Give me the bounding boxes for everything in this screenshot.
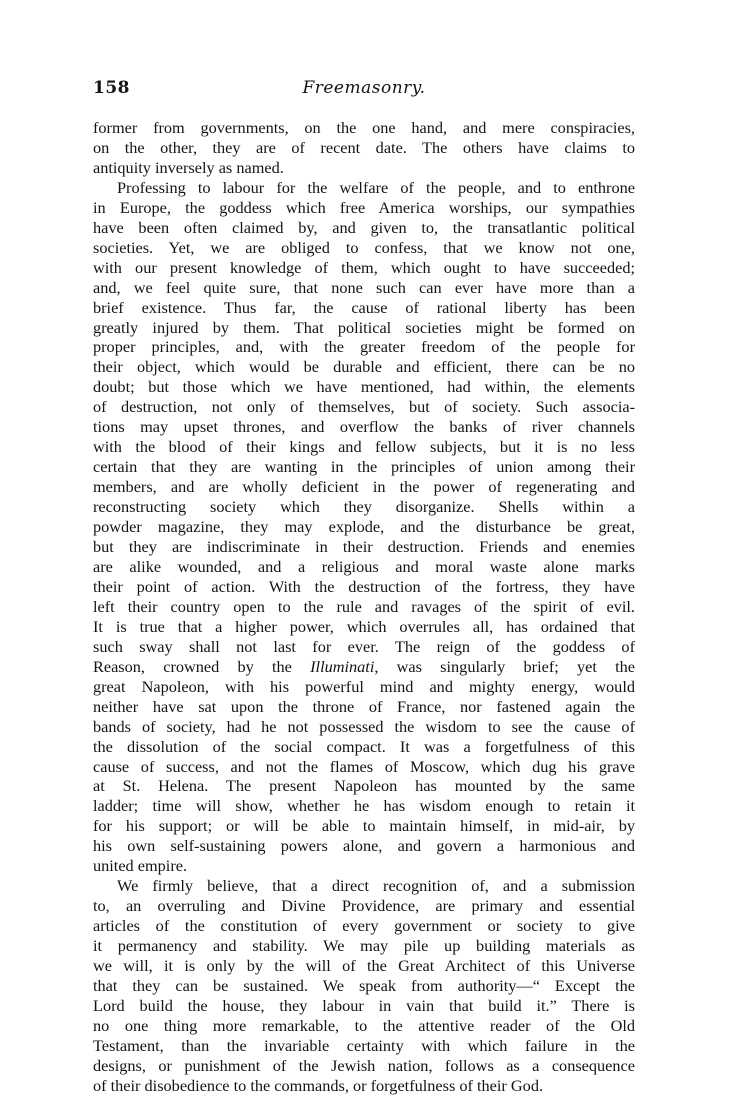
text-line: such sway shall not last for ever. The reign of the goddess of	[93, 636, 635, 656]
text-line: ladder; time will show, whether he has wisdom enough to retain it	[93, 796, 635, 816]
text-line: their object, which would be durable and efficient, there can be no	[93, 357, 635, 377]
text-line: have been often claimed by, and given to, the transatlantic political	[93, 217, 635, 237]
body-text	[93, 118, 635, 1096]
text-line: the dissolution of the social compact. It was a forgetfulness of this	[93, 736, 635, 756]
text-line: members, and are wholly deficient in the power of regenerating and	[93, 477, 635, 497]
text-line: no one thing more remarkable, to the attentive reader of the Old	[93, 1015, 635, 1035]
text-line: in Europe, the goddess which free America worships, our sympathies	[93, 197, 635, 217]
text-line: at St. Helena. The present Napoleon has mounted by the same	[93, 776, 635, 796]
running-title: Freemasonry.	[302, 78, 426, 98]
text-line: articles of the constitution of every government or society to give	[93, 916, 635, 936]
text-line: designs, or punishment of the Jewish nation, follows as a consequence	[93, 1055, 635, 1075]
text-line: neither have sat upon the throne of France, nor fastened again the	[93, 696, 635, 716]
text-line: doubt; but those which we have mentioned, had within, the elements	[93, 377, 635, 397]
text-line: brief existence. Thus far, the cause of rational liberty has been	[93, 297, 635, 317]
text-line: we will, it is only by the will of the Great Architect of this Universe	[93, 956, 635, 976]
text-line: but they are indiscriminate in their destruction. Friends and enemies	[93, 537, 635, 557]
text-line: of destruction, not only of themselves, but of society. Such associa-	[93, 397, 635, 417]
paragraph	[93, 876, 635, 1095]
italic-term: Illuminati	[310, 656, 375, 676]
text-line: that they can be sustained. We speak from authority—“ Except the	[93, 975, 635, 995]
text-line: Lord build the house, they labour in vain that build it.” There is	[93, 995, 635, 1015]
text-line: united empire.	[93, 856, 188, 876]
text-line: for his support; or will be able to maintain himself, in mid-air, by	[93, 816, 635, 836]
text-line: their point of action. With the destruction of the fortress, they have	[93, 576, 635, 596]
text-line: with our present knowledge of them, which ought to have succeeded;	[93, 257, 635, 277]
text-line: his own self-sustaining powers alone, and govern a harmonious and	[93, 836, 635, 856]
text-line: cause of success, and not the flames of Moscow, which dug his grave	[93, 756, 635, 776]
text-line: antiquity inversely as named.	[93, 157, 284, 177]
text-line: certain that they are wanting in the principles of union among their	[93, 457, 635, 477]
text-line: of their disobedience to the commands, or forgetfulness of their God.	[93, 1075, 544, 1095]
text-line: left their country open to the rule and ravages of the spirit of evil.	[93, 596, 635, 616]
text-line: Professing to labour for the welfare of the people, and to enthrone	[117, 177, 635, 197]
text-line: to, an overruling and Divine Providence, are primary and essential	[93, 896, 635, 916]
text-line: it permanency and stability. We may pile up building materials as	[93, 936, 635, 956]
text-line: It is true that a higher power, which overrules all, has ordained that	[93, 616, 635, 636]
text-line: on the other, they are of recent date. The others have claims to	[93, 137, 635, 157]
text-line: Reason, crowned by the Illuminati, was singularly brief; yet the	[93, 656, 635, 676]
text-line: societies. Yet, we are obliged to confess, that we know not one,	[93, 237, 635, 257]
text-line: proper principles, and, with the greater freedom of the people for	[93, 337, 635, 357]
text-line: greatly injured by them. That political societies might be formed on	[93, 317, 635, 337]
text-line: reconstructing society which they disorganize. Shells within a	[93, 497, 635, 517]
text-line: Testament, than the invariable certainty with which failure in the	[93, 1035, 635, 1055]
text-line: tions may upset thrones, and overflow the banks of river channels	[93, 417, 635, 437]
text-line: former from governments, on the one hand, and mere conspiracies,	[93, 118, 635, 137]
page-number: 158	[93, 78, 130, 98]
text-line: and, we feel quite sure, that none such can ever have more than a	[93, 277, 635, 297]
text-line: great Napoleon, with his powerful mind and mighty energy, would	[93, 676, 635, 696]
paragraph	[93, 118, 635, 178]
text-line: bands of society, had he not possessed the wisdom to see the cause of	[93, 716, 635, 736]
running-head	[93, 78, 635, 106]
text-line: are alike wounded, and a religious and moral waste alone marks	[93, 556, 635, 576]
paragraph	[93, 178, 635, 876]
text-line: powder magazine, they may explode, and the disturbance be great,	[93, 517, 635, 537]
book-page	[93, 78, 635, 1096]
text-line: We firmly believe, that a direct recognition of, and a submission	[117, 876, 635, 896]
text-line: with the blood of their kings and fellow subjects, but it is no less	[93, 437, 635, 457]
